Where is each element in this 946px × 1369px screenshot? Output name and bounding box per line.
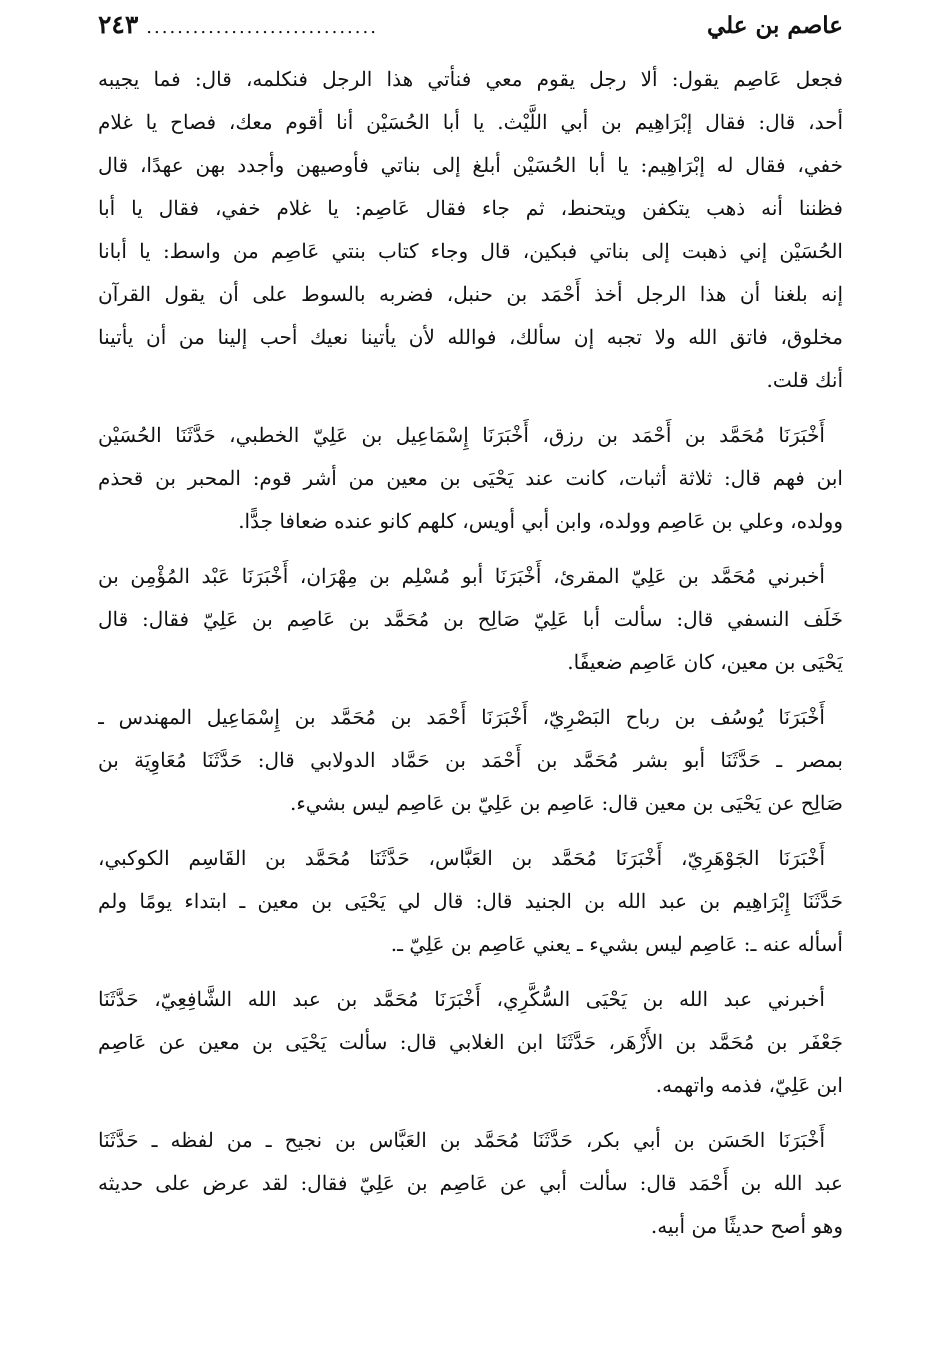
paragraph-7: [98, 1119, 843, 1248]
paragraph-5: [98, 837, 843, 966]
header-leader-dots: ..............................: [146, 17, 378, 38]
text-line: بمصر ـ حَدَّثَنَا أبو بشر مُحَمَّد بن أَحْمَد بن حَمَّاد الدولابي قال: حَدَّثَنَا مُعَاوِيَة بن: [98, 748, 843, 772]
text-line: وهو أصح حديثًا من أبيه.: [650, 1214, 843, 1238]
header-title: عاصم بن علي: [706, 12, 843, 39]
text-line: فظننا أنه ذهب يتكفن ويتحنط، ثم جاء فقال عَاصِم: يا غلام خفي، فقال يا أبا: [98, 196, 843, 220]
text-line: يَحْيَى بن معين، كان عَاصِم ضعيفًا.: [567, 650, 843, 674]
text-line: أَخْبَرَنَا الحَسَن بن أبي بكر، حَدَّثَنَا مُحَمَّد بن العَبَّاس بن نجيح ـ من لفظه ـ حَدَّثَنَا: [98, 1128, 825, 1152]
text-line: أخبرني مُحَمَّد بن عَلِيّ المقرئ، أَخْبَرَنَا أبو مُسْلِم بن مِهْرَان، أَخْبَرَنَا عَبْد المُؤْمِن بن: [98, 564, 825, 588]
text-line: أسأله عنه ـ: عَاصِم ليس بشيء ـ يعني عَاصِم بن عَلِيّ ـ.: [390, 932, 843, 956]
text-line: وولده، وعلي بن عَاصِم وولده، وابن أبي أويس، كلهم كانو عنده ضعافا جدًّا.: [238, 509, 843, 533]
page-number: ٢٤٣: [98, 10, 139, 39]
text-line: مخلوق، فاتق الله ولا تجبه إن سألك، فوالله لأن يأتينا نعيك أحب إلينا من أن يأتينا: [98, 325, 843, 349]
text-line: ابن عَلِيّ، فذمه واتهمه.: [655, 1073, 843, 1097]
text-line: جَعْفَر بن مُحَمَّد بن الأَزْهَر، حَدَّثَنَا ابن الغلابي قال: سألت يَحْيَى بن معين عن عَاصِم: [98, 1030, 843, 1054]
text-line: أَخْبَرَنَا يُوسُف بن رباح البَصْرِيّ، أَخْبَرَنَا أَحْمَد بن مُحَمَّد بن إِسْمَاعِيل المهندس ـ: [98, 705, 825, 729]
paragraph-4: [98, 696, 843, 825]
text-line: أَخْبَرَنَا مُحَمَّد بن أَحْمَد بن رزق، أَخْبَرَنَا إِسْمَاعِيل بن عَلِيّ الخطبي، حَدَّثَنَا الحُسَيْن: [98, 423, 825, 447]
text-line: صَالِح عن يَحْيَى بن معين قال: عَاصِم بن عَلِيّ بن عَاصِم ليس بشيء.: [290, 791, 843, 815]
paragraph-2: [98, 414, 843, 543]
text-line: فجعل عَاصِم يقول: ألا رجل يقوم معي فنأتي هذا الرجل فنكلمه، قال: فما يجيبه: [98, 67, 843, 91]
text-line: عبد الله بن أَحْمَد قال: سألت أبي عن عَاصِم بن عَلِيّ فقال: لقد عرض على حديثه: [98, 1171, 843, 1195]
text-line: حَدَّثَنَا إِبْرَاهِيم بن عبد الله بن الجنيد قال: قال لي يَحْيَى بن معين ـ ابتداء يومًا ولم: [98, 889, 843, 913]
paragraph-1: [98, 58, 843, 402]
running-header: [98, 10, 843, 58]
text-line: الحُسَيْن إني ذهبت إلى بناتي فبكين، قال وجاء كتاب بنتي عَاصِم من واسط: يا أبانا: [98, 239, 843, 263]
text-line: خَلَف النسفي قال: سألت أبا عَلِيّ صَالِح بن مُحَمَّد بن عَاصِم بن عَلِيّ فقال: قال: [98, 607, 843, 631]
text-line: خفي، فقال له إبْرَاهِيم: يا أبا الحُسَيْن أبلغ إلى بناتي فأوصيهن وأجدد بهن عهدًا، قال: [98, 153, 843, 177]
body-text: [98, 58, 843, 1248]
paragraph-3: [98, 555, 843, 684]
text-line: أنك قلت.: [766, 368, 843, 392]
book-page: [98, 10, 843, 1260]
text-line: إنه بلغنا أن هذا الرجل أخذ أَحْمَد بن حنبل، فضربه بالسوط على أن يقول القرآن: [98, 282, 843, 306]
paragraph-6: [98, 978, 843, 1107]
text-line: أَخْبَرَنَا الجَوْهَرِيّ، أَخْبَرَنَا مُحَمَّد بن العَبَّاس، حَدَّثَنَا مُحَمَّد بن القَاسِم الكوكبي،: [98, 846, 825, 870]
text-line: ابن فهم قال: ثلاثة أثبات، كانت عند يَحْيَى بن معين من أشر قوم: المحبر بن قحذم: [98, 466, 843, 490]
text-line: أخبرني عبد الله بن يَحْيَى السُّكَّرِي، أَخْبَرَنَا مُحَمَّد بن عبد الله الشَّافِعِيّ، حَدَّثَنَا: [98, 987, 825, 1011]
text-line: أحد، قال: فقال إبْرَاهِيم بن أبي اللَّيْث. يا أبا الحُسَيْن أنا أقوم معك، فصاح يا غلام: [98, 110, 843, 134]
